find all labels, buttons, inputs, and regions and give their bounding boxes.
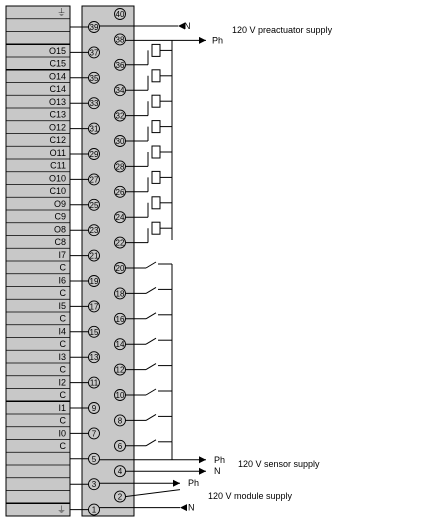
switch-contact-icon: [146, 364, 156, 370]
terminal-label: C: [59, 364, 66, 375]
terminal-pin-number: 19: [89, 277, 99, 286]
n-label: N: [188, 502, 195, 513]
terminal-label: C: [59, 339, 66, 349]
switch-contact-icon: [146, 414, 156, 420]
terminal-label: I5: [58, 300, 66, 311]
terminal-pin-number: 30: [115, 137, 125, 146]
switch-contact-icon: [146, 287, 156, 293]
preactuator-supply-label: 120 V preactuator supply: [232, 25, 333, 35]
terminal-label: I1: [58, 402, 66, 413]
relay-coil-icon: [152, 171, 160, 183]
terminal-pin-number: 6: [117, 441, 123, 451]
terminal-pin-number: 3: [91, 480, 97, 490]
terminal-label: C: [59, 390, 66, 400]
terminal-label: C15: [49, 58, 66, 69]
switch-contact-icon: [146, 262, 156, 268]
relay-coil-icon: [152, 70, 160, 82]
terminal-pin-number: 4: [117, 467, 123, 477]
terminal-pin-number: 7: [91, 429, 97, 439]
terminal-label: C13: [49, 109, 66, 120]
relay-coil-icon: [152, 95, 160, 107]
terminal-label: C9: [54, 211, 66, 222]
terminal-label: O12: [48, 122, 66, 133]
terminal-pin-number: 21: [89, 251, 99, 261]
terminal-pin-number: 32: [115, 111, 125, 121]
terminal-label: I6: [58, 275, 66, 286]
terminal-pin-number: 36: [115, 60, 125, 70]
terminal-label: C10: [49, 186, 66, 196]
ph-label: Ph: [212, 35, 224, 46]
terminal-pin-number: 1: [91, 505, 97, 515]
terminal-label: O8: [53, 224, 66, 235]
terminal-label: O10: [48, 173, 66, 184]
sensor-supply-label: 120 V sensor supply: [238, 459, 320, 469]
arrow-right-icon: [199, 456, 206, 463]
terminal-label: O15: [48, 45, 66, 56]
terminal-pin-number: 25: [89, 200, 99, 210]
terminal-label: C11: [50, 160, 66, 171]
terminal-pin-number: 8: [117, 416, 123, 426]
terminal-label: C: [59, 415, 66, 426]
ph-label: Ph: [188, 478, 200, 489]
ph-label: Ph: [214, 454, 226, 465]
terminal-pin-number: 12: [115, 365, 125, 375]
switch-contact-icon: [146, 440, 156, 446]
terminal-pin-number: 15: [89, 327, 99, 337]
terminal-pin-number: 34: [115, 86, 125, 96]
terminal-pin-number: 33: [89, 99, 99, 109]
terminal-label: C: [59, 313, 66, 324]
relay-coil-icon: [152, 146, 160, 158]
terminal-pin-number: 35: [89, 73, 99, 83]
relay-coil-icon: [152, 44, 160, 56]
terminal-pin-number: 37: [89, 48, 99, 58]
terminal-pin-number: 13: [89, 353, 99, 363]
terminal-label: ⏚: [56, 504, 66, 515]
terminal-label: O11: [49, 147, 66, 158]
terminal-pin-number: 27: [89, 175, 99, 185]
terminal-pin-number: 20: [115, 264, 125, 273]
terminal-pin-number: 9: [91, 404, 97, 413]
switch-contact-icon: [146, 313, 156, 319]
terminal-label: O13: [48, 96, 66, 107]
terminal-label: C: [59, 441, 66, 451]
arrow-right-icon: [199, 468, 206, 475]
relay-coil-icon: [152, 222, 160, 234]
terminal-pin-number: 16: [115, 314, 125, 324]
terminal-pin-number: 11: [89, 378, 99, 388]
terminal-pin-number: 2: [117, 492, 123, 502]
terminal-pin-number: 17: [89, 302, 99, 312]
terminal-label: C: [59, 262, 66, 273]
terminal-pin-number: 29: [89, 150, 99, 159]
arrow-right-icon: [173, 480, 180, 487]
terminal-label: C14: [49, 84, 66, 94]
relay-coil-icon: [152, 197, 160, 209]
terminal-pin-number: 5: [91, 454, 97, 464]
terminal-label: C: [59, 288, 66, 298]
terminal-pin-number: 24: [115, 213, 125, 223]
terminal-label: I3: [58, 351, 66, 362]
terminal-label: O9: [53, 198, 66, 209]
relay-coil-icon: [152, 121, 160, 133]
terminal-pin-number: 28: [115, 162, 125, 172]
terminal-pin-number: 31: [89, 124, 99, 134]
switch-contact-icon: [146, 389, 156, 395]
terminal-pin-number: 40: [115, 10, 125, 19]
supply-texts: [184, 21, 333, 513]
module-supply-label: 120 V module supply: [208, 491, 293, 501]
terminal-label: I2: [58, 377, 66, 388]
terminal-label: I4: [58, 326, 66, 337]
switch-contact-icon: [146, 338, 156, 344]
terminal-label: ⏚: [56, 7, 66, 18]
arrow-right-icon: [199, 37, 206, 44]
terminal-pin-number: 18: [115, 289, 125, 299]
terminal-pin-number: 14: [115, 340, 125, 350]
arrow-left-icon: [180, 504, 187, 511]
terminal-pin-number: 10: [115, 391, 125, 400]
n-label: N: [214, 466, 221, 477]
n-label: N: [184, 21, 191, 31]
terminal-pin-number: 23: [89, 226, 99, 236]
terminal-label: C12: [49, 135, 66, 145]
terminal-label: O14: [48, 71, 66, 82]
terminal-pin-number: 39: [89, 23, 99, 32]
terminal-label: I7: [58, 249, 66, 260]
terminal-label: I0: [58, 428, 66, 439]
terminal-pin-number: 26: [115, 187, 125, 197]
terminal-pin-number: 22: [115, 238, 125, 248]
terminal-label: C8: [54, 237, 66, 247]
terminal-pin-number: 38: [115, 35, 125, 45]
